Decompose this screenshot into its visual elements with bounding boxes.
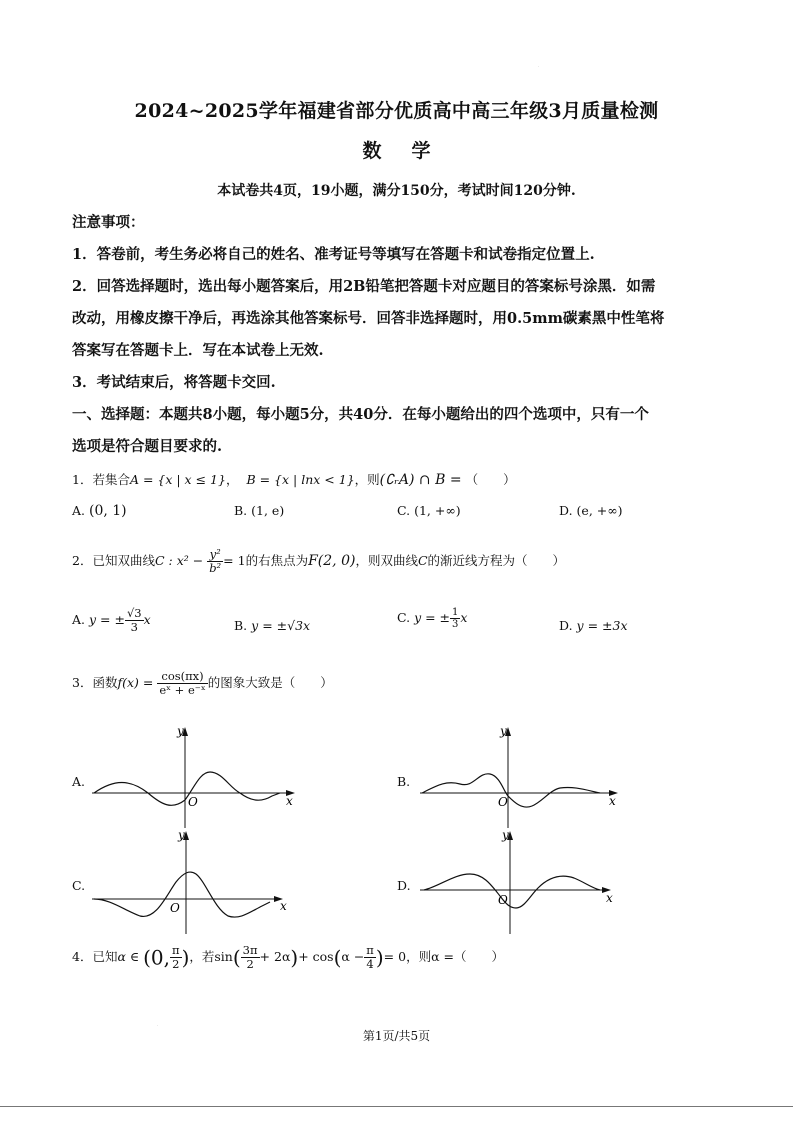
notice-item-2c: 答案写在答题卡上．写在本试卷上无效. [72,342,324,359]
notice-heading: 注意事项： [72,214,145,231]
q3-graph-b-origin: O [498,795,508,809]
q2-option-d-label: D. [559,618,573,633]
q2-option-c-num: 1 [452,607,459,618]
q3-fx: f(x) = [117,675,154,690]
q3-option-b-label[interactable]: B. [397,774,411,789]
page-title: 2024~2025学年福建省部分优质高中高三年级3月质量检测 [134,100,659,122]
q3-option-d-label[interactable]: D. [397,878,411,893]
q3-option-a-label[interactable]: A. [72,774,86,789]
q2-text1: 的右焦点为 [245,553,309,568]
q2-option-c[interactable] [397,607,467,630]
q4-sin-frac [241,944,260,971]
q2-curve: C : x² − [154,553,204,568]
q4-alpha-in: α ∈ [117,949,140,964]
q1-option-c-label: C. [397,503,411,518]
q3-graph-c[interactable] [90,826,300,936]
q4-sin: sin [214,949,233,964]
q3-prefix: 3．函数 [72,675,118,690]
q3-graph-d[interactable] [418,826,628,938]
q2-frac-den: b² [209,561,222,575]
q3-graph-a-y: y [177,724,184,738]
section1-line1: 一、选择题：本题共8小题，每小题5分，共40分．在每小题给出的四个选项中，只有一个 [72,406,649,423]
q2-text2: ，则双曲线 [355,553,418,568]
q1-option-d-value: (e, +∞) [576,503,623,518]
q1-option-a-label: A. [72,503,86,518]
q3-num: cos(πx) [157,670,207,684]
q1-option-b-value: (1, e) [251,503,285,518]
q4-cos-frac [364,944,376,971]
q3-graph-b-x: x [609,794,616,808]
q3-graph-a[interactable] [90,722,305,830]
q2-c: C [417,553,428,568]
q2-option-c-frac [450,607,460,630]
q2-option-a-frac [125,607,144,634]
q2-option-c-post: x [460,610,468,625]
q4-cos-head: α − [341,949,365,964]
q1-set-a: A = {x | x ≤ 1} [129,472,226,487]
notice-item-2b: 改动，用橡皮擦干净后，再选涂其他答案标号．回答非选择题时，用0.5mm碳素黑中性笔将 [72,310,665,327]
q3-fraction [157,670,207,697]
q4-cos-den: 4 [366,957,374,971]
q3-graph-d-x: x [606,891,613,905]
q2-option-d[interactable] [559,618,628,633]
q2-option-a-den: 3 [130,620,138,634]
q3-graph-b[interactable] [418,722,628,830]
q1-option-d[interactable] [559,503,623,518]
q1-prefix: 1．若集合 [72,472,130,487]
subject-title: 数学 [362,140,461,162]
question-4: 4．已知α ∈ (0, $\frac{\pi}{2}$ )，若sin( $\frac{3\pi}{2}$ + 2α)+ cos(α − $\frac{\pi}{4}$ )= 0，则α =（ ） [72,943,504,971]
notice-item-3: 3．考试结束后，将答题卡交回. [72,374,276,391]
question-2 [72,548,565,575]
q2-option-b-label: B. [234,618,248,633]
q2-option-b-value: y = ±√3x [251,618,311,633]
q3-suffix: 的图象大致是（ ） [207,675,333,690]
question-3 [72,670,333,697]
notice-block [72,207,722,463]
q2-option-b[interactable] [234,618,310,633]
q1-mid: ，则 [354,472,380,487]
q4-text1: ，若 [189,949,215,964]
q2-option-c-den: 3 [452,619,459,630]
q2-option-d-value: y = ±3x [576,618,628,633]
notice-item-2a: 2．回答选择题时，选出每小题答案后，用2B铅笔把答题卡对应题目的答案标号涂黑．如需 [72,278,656,295]
q1-option-a-value: (0, 1) [89,503,127,519]
q3-graph-d-origin: O [498,893,508,907]
q2-option-a-label: A. [72,612,86,627]
q1-option-d-label: D. [559,503,573,518]
q2-frac-num: y² [207,548,223,562]
q1-option-b-label: B. [234,503,248,518]
q2-option-c-pre: y = ± [414,610,451,625]
q4-two: 2 [172,957,180,971]
q1-set-b: B = {x | lnx < 1} [246,472,355,487]
q2-focus: F(2, 0) [308,553,356,569]
q4-sin-den: 2 [246,957,254,971]
q4-paren: （ ） [453,949,504,964]
q4-alpha-eq: α = [431,949,454,964]
q4-prefix: 4．已知 [72,949,118,964]
question-1 [72,470,516,488]
q3-graph-c-x: x [280,899,287,913]
q1-paren: （ ） [465,472,516,487]
page-footer: 第1页/共5页 [362,1029,431,1043]
q4-eq0: = 0 [383,949,407,964]
q3-den: eˣ + e⁻ˣ [159,683,206,697]
q1-option-b[interactable] [234,503,284,518]
q4-pi: π [172,943,180,957]
q2-eq: = 1 [223,553,246,568]
q1-sep: ， [225,472,239,487]
q4-interval-left: (0, [143,945,170,970]
q2-text3: 的渐近线方程为（ ） [427,553,566,568]
q1-option-c-value: (1, +∞) [414,503,461,518]
q3-graph-a-origin: O [188,795,198,809]
scan-dot: · [538,64,540,69]
q4-interval-right: ) [181,945,190,970]
q2-option-a-pre: y = ± [89,612,125,627]
bottom-divider [0,1106,793,1107]
q2-fraction [207,548,223,575]
q2-option-a-num: √3 [126,606,142,620]
q3-graph-b-y: y [500,724,507,738]
scan-dot-2: · [157,1023,159,1028]
notice-item-1: 1．答卷前，考生务必将自己的姓名、准考证号等填写在答题卡和试卷指定位置上. [72,246,595,263]
q3-graph-c-origin: O [170,901,180,915]
q1-option-c[interactable] [397,503,461,518]
section1-line2: 选项是符合题目要求的. [72,438,223,455]
q4-plus-cos: + cos [298,949,334,964]
q3-graph-d-y: y [502,828,509,842]
q4-pi-over-2 [170,944,182,971]
exam-info: 本试卷共4页，19小题，满分150分，考试时间120分钟. [217,183,576,199]
q2-option-a[interactable] [72,607,151,634]
q4-sin-tail: + 2α [259,949,291,964]
q3-graph-a-x: x [286,794,293,808]
q1-option-a[interactable] [72,503,127,519]
q1-expr: (∁ᵣA) ∩ B = [379,472,462,488]
q4-sin-num: 3π [242,943,258,957]
q4-cos-num: π [366,943,374,957]
q2-option-c-label: C. [397,610,411,625]
q3-option-c-label[interactable]: C. [72,878,86,893]
q2-prefix: 2．已知双曲线 [72,553,155,568]
q4-text2: ，则 [406,949,432,964]
q2-option-a-post: x [143,612,151,627]
q3-graph-c-y: y [178,828,185,842]
